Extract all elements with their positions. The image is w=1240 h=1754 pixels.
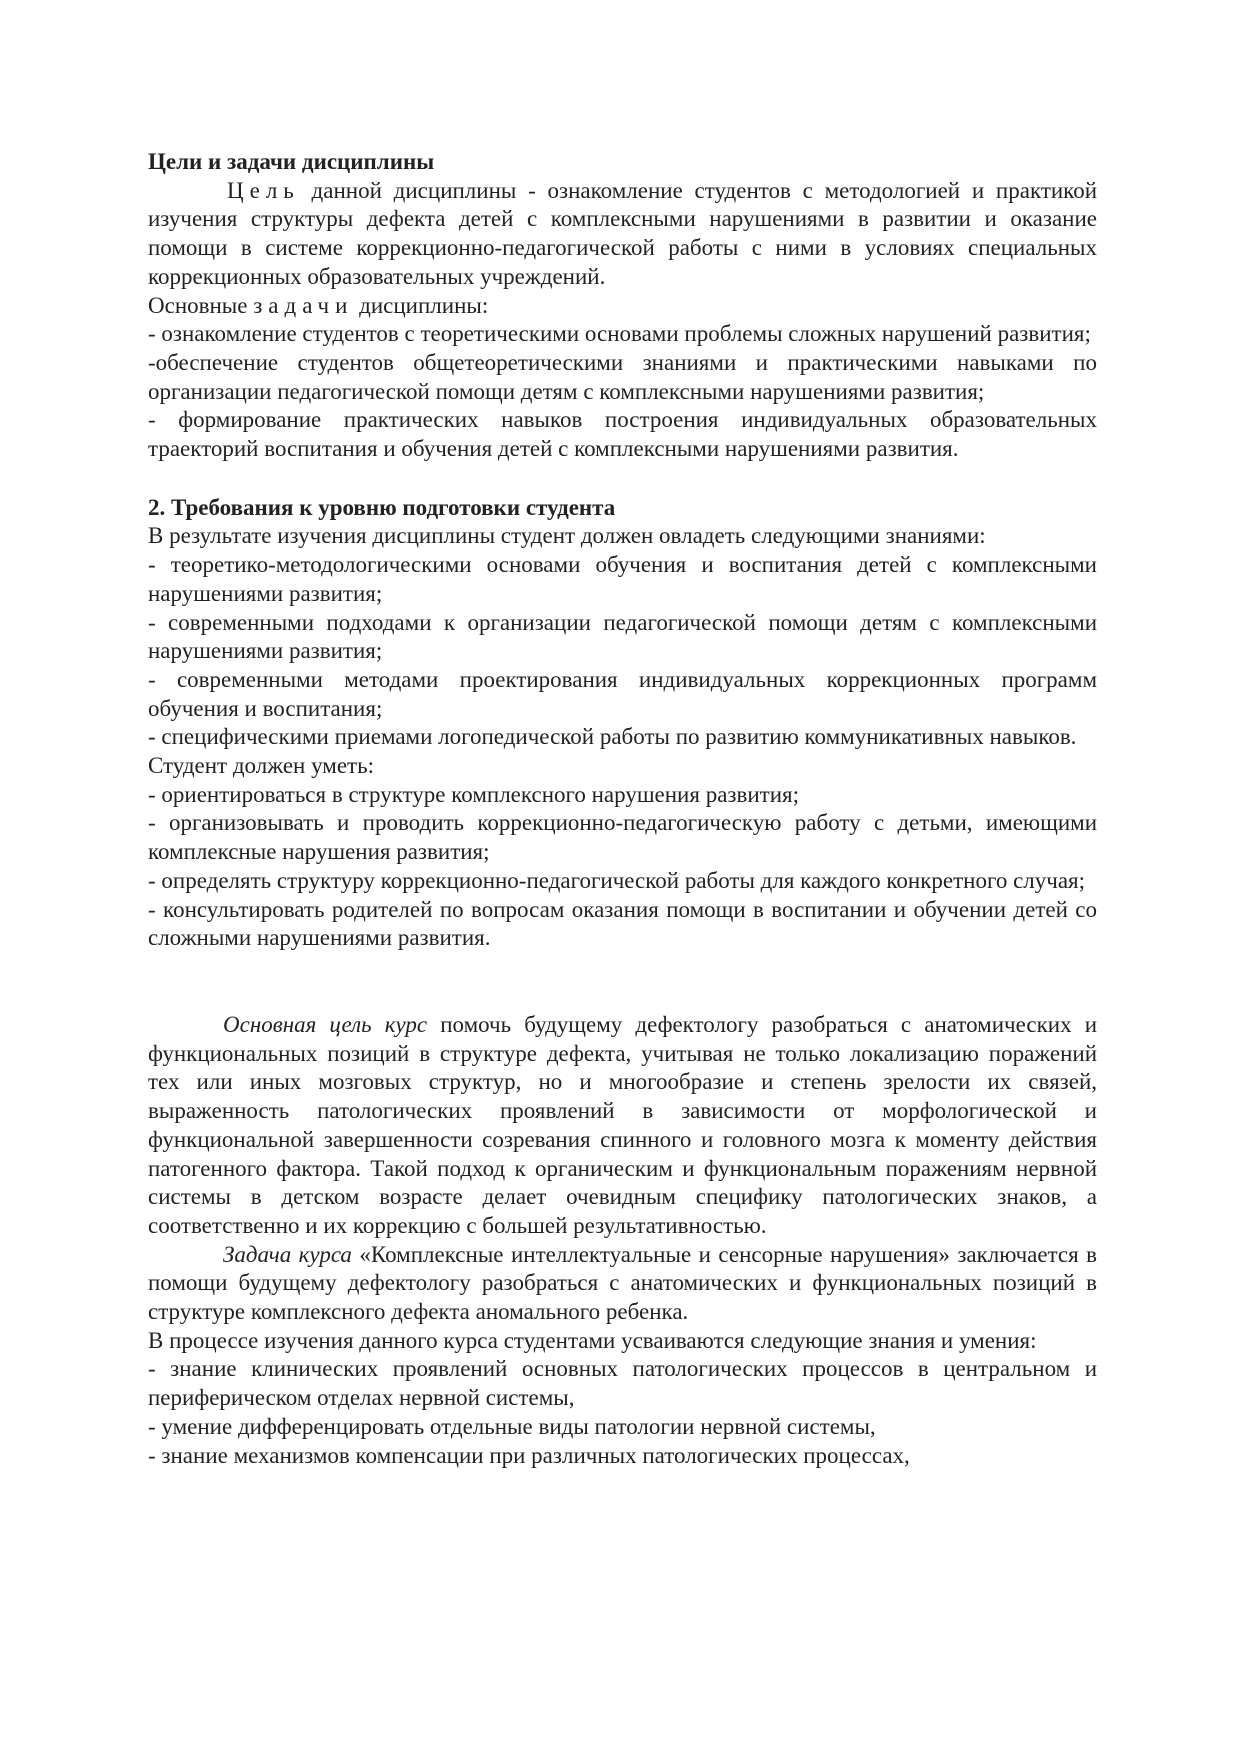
knowledge-item: - современными подходами к организации педагогической помощи детям с комплексными нарушениями развития; (148, 609, 1097, 664)
tasks-suffix: дисциплины: (353, 292, 489, 318)
section1-heading: Цели и задачи дисциплины (148, 149, 435, 174)
course-task-label: Задача курса (223, 1241, 352, 1267)
document-page (148, 148, 1097, 1470)
course-goal-text: помочь будущему дефектологу разобраться с анатомических и функциональных позиций в структуре дефекта, учитывая не только локализацию поражений тех или иных мозговых структур, но и многообразие и степень зрелости их связей, выраженность патологических проявлений в зависимости от морфологической и функциональной завершенности созревания спинного и головного мозга к моменту действия патогенного фактора. Такой подход к органическим и функциональным поражениям нервной системы в детском возрасте делает очевидным специфику патологических знаков, а соответственно и их коррекцию с большей результативностью. (148, 1011, 1097, 1238)
course-task-text: «Комплексные интеллектуальные и сенсорные нарушения» заключается в помощи будущему дефектологу разобраться с анатомических и функциональных позиций в структуре комплексного дефекта аномального ребенка. (148, 1241, 1097, 1325)
knowledge-intro: В результате изучения дисциплины студент должен овладеть следующими знаниями: (148, 523, 986, 549)
tasks-word: задачи (253, 292, 354, 318)
tasks-intro (148, 292, 1097, 321)
knowledge-item: - теоретико-методологическими основами обучения и воспитания детей с комплексными нарушениями развития; (148, 552, 1097, 606)
process-item: - знание механизмов компенсации при различных патологических процессах, (148, 1442, 910, 1468)
course-goal-paragraph (148, 1011, 1097, 1241)
tasks-prefix: Основные (148, 292, 254, 318)
skills-intro: Студент должен уметь: (148, 753, 374, 779)
task-item: - ознакомление студентов с теоретическими основами проблемы сложных нарушений развития; (148, 321, 1091, 347)
process-item: - знание клинических проявлений основных патологических процессов в центральном и периферическом отделах нервной системы, (148, 1356, 1097, 1411)
skill-item: - консультировать родителей по вопросам оказания помощи в воспитании и обучении детей со сложными нарушениями развития. (148, 896, 1097, 951)
knowledge-item: - специфическими приемами логопедической работы по развитию коммуникативных навыков. (148, 724, 1077, 750)
goal-paragraph (148, 177, 1097, 292)
task-item: -обеспечение студентов общетеоретическими знаниями и практическими навыками по организации педагогической помощи детям с комплексными нарушениями развития; (148, 349, 1097, 404)
skill-item: - ориентироваться в структуре комплексного нарушения развития; (148, 781, 799, 807)
skill-item: - организовывать и проводить коррекционно-педагогическую работу с детьми, имеющими комплексные нарушения развития; (148, 810, 1097, 865)
skill-item: - определять структуру коррекционно-педагогической работы для каждого конкретного случая; (148, 867, 1086, 893)
course-goal-label: Основная цель курс (223, 1011, 428, 1037)
course-task-paragraph (148, 1241, 1097, 1327)
process-intro: В процессе изучения данного курса студентами усваиваются следующие знания и умения: (148, 1327, 1037, 1353)
task-item: - формирование практических навыков построения индивидуальных образовательных траекторий воспитания и обучения детей с комплексными нарушениями развития. (148, 407, 1097, 462)
section2-heading: 2. Требования к уровню подготовки студента (148, 494, 616, 520)
process-item: - умение дифференцировать отдельные виды патологии нервной системы, (148, 1413, 876, 1439)
goal-word: Цель (227, 177, 300, 203)
goal-text: данной дисциплины - ознакомление студентов с методологией и практикой изучения структуры дефекта детей с комплексными нарушениями в развитии и оказание помощи в системе коррекционно-педагогической работы с ними в условиях специальных коррекционных образовательных учреждений. (148, 177, 1097, 289)
knowledge-item: - современными методами проектирования индивидуальных коррекционных программ обучения и воспитания; (148, 666, 1097, 721)
